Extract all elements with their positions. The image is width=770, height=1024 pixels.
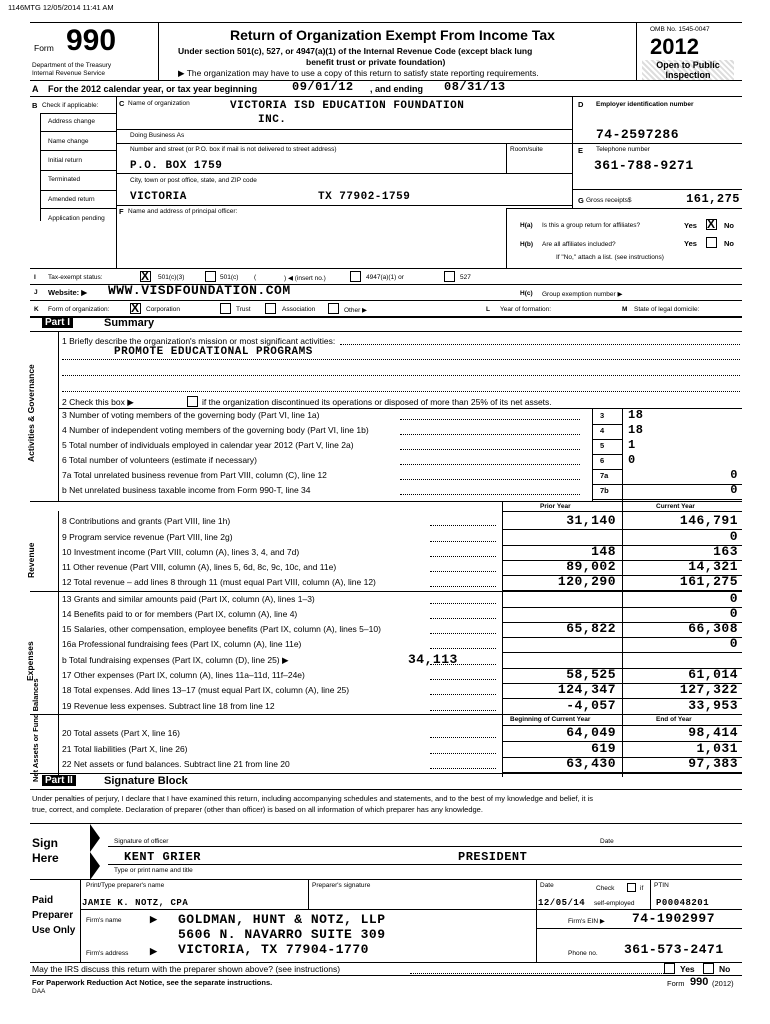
preparer-label: Preparer — [32, 910, 74, 921]
irs: Internal Revenue Service — [32, 70, 105, 77]
gov-line-text: 6 Total number of volunteers (estimate if necessary) — [62, 455, 257, 465]
gov-line-value: 0 — [628, 453, 636, 467]
side-activities: Activities & Governance — [26, 364, 36, 462]
footer-form-year: (2012) — [712, 979, 734, 988]
d-label: D — [578, 100, 584, 109]
tax-year-begin: 09/01/12 — [292, 80, 354, 94]
sign-label: Sign — [32, 836, 58, 850]
section-b-title: Check if applicable: — [42, 102, 99, 109]
ptin-label: PTIN — [654, 882, 669, 889]
m-text: State of legal domicile: — [634, 306, 700, 313]
l-text: Year of formation: — [500, 306, 552, 313]
discuss-text: May the IRS discuss this return with the preparer shown above? (see instructions) — [32, 964, 341, 974]
gov-line-text: b Net unrelated business taxable income from Form 990-T, line 34 — [62, 485, 311, 495]
section-b-label: B — [32, 101, 38, 110]
firm-name-value: GOLDMAN, HUNT & NOTZ, LLP — [178, 912, 386, 927]
net-line-text: 22 Net assets or fund balances. Subtract line 21 from line 20 — [62, 759, 290, 769]
org-name-line2: INC. — [258, 114, 287, 126]
c-label: C — [119, 99, 125, 108]
col-prior-year: Prior Year — [540, 503, 571, 510]
net-line-text: 21 Total liabilities (Part X, line 26) — [62, 744, 188, 754]
exp-current-value: 33,953 — [688, 698, 738, 713]
g-label: G — [578, 196, 584, 205]
firm-phone-label: Phone no. — [568, 950, 598, 957]
insert-no: ) ◀ (insert no.) — [284, 275, 326, 282]
firm-name-arrow: ▶ — [150, 914, 157, 924]
perjury-line-2: true, correct, and complete. Declaration of preparer (other than officer) is based on all information of which preparer has any knowledge. — [32, 805, 483, 814]
print-stamp: 1146MTG 12/05/2014 11:41 AM — [8, 3, 114, 12]
use-only-label: Use Only — [32, 925, 76, 936]
gov-line-value: 1 — [628, 438, 636, 452]
exp-line-text: b Total fundraising expenses (Part IX, column (D), line 25) ▶ — [62, 655, 289, 665]
line1-text: 1 Briefly describe the organization's mission or most significant activities: — [62, 336, 336, 346]
discuss-no: No — [719, 964, 731, 974]
exp-line-text: 17 Other expenses (Part IX, column (A), lines 11a–11d, 11f–24e) — [62, 670, 305, 680]
line-a-label: A — [32, 84, 39, 94]
rev-prior-value: 148 — [591, 544, 616, 559]
hb-no-checkbox[interactable] — [706, 237, 717, 248]
gov-line-number: 5 — [600, 441, 605, 450]
net-prior-value: 619 — [591, 741, 616, 756]
exp-current-value: 0 — [729, 636, 738, 651]
footer-form-label: Form — [667, 979, 685, 988]
c-checkbox[interactable] — [205, 271, 216, 282]
corp-mark: X — [131, 301, 140, 315]
prep-date-label: Date — [540, 882, 554, 889]
form-title: Return of Organization Exempt From Income Tax — [230, 27, 555, 43]
exp-current-value: 127,322 — [679, 682, 738, 697]
col-current-year: Current Year — [656, 503, 695, 510]
officer-sig-label: Signature of officer — [114, 838, 169, 845]
c-label-text: 501(c) — [220, 274, 239, 281]
b-item-amended-return[interactable]: Amended return — [48, 196, 95, 203]
form-label: Form — [34, 43, 54, 53]
mission-value: PROMOTE EDUCATIONAL PROGRAMS — [114, 346, 313, 358]
firm-address-label: Firm's address — [86, 950, 129, 957]
tax-year: 2012 — [650, 34, 699, 59]
net-prior-value: 64,049 — [566, 725, 616, 740]
rev-current-value: 0 — [729, 529, 738, 544]
gov-line-value: 0 — [730, 483, 738, 497]
website-label: Website: ▶ — [48, 288, 87, 297]
sign-arrow-icon — [88, 824, 102, 880]
self-employed-label: self-employed — [594, 900, 635, 907]
phone-value: 361-788-9271 — [594, 158, 694, 173]
col-begin-year: Beginning of Current Year — [510, 716, 591, 723]
subtitle-3: ▶ The organization may have to use a copy of this return to satisfy state reporting requirements. — [178, 68, 539, 78]
a1-label: 4947(a)(1) or — [366, 274, 404, 281]
c3-checkbox[interactable] — [140, 271, 151, 282]
room-label: Room/suite — [510, 146, 543, 153]
street-value: P.O. BOX 1759 — [130, 160, 223, 172]
s527-checkbox[interactable] — [444, 271, 455, 282]
e-label: E — [578, 146, 584, 155]
city-value: VICTORIA — [130, 191, 187, 203]
rev-line-text: 8 Contributions and grants (Part VIII, line 1h) — [62, 516, 231, 526]
rev-prior-value: 120,290 — [557, 574, 616, 589]
part2-title: Signature Block — [104, 775, 188, 787]
department: Department of the Treasury — [32, 62, 112, 69]
prep-date-value: 12/05/14 — [538, 898, 586, 908]
discuss-yes-checkbox[interactable] — [664, 963, 675, 974]
street-label: Number and street (or P.O. box if mail is not delivered to street address) — [130, 146, 337, 153]
firm-address-line-2: VICTORIA, TX 77904-1770 — [178, 942, 369, 957]
firm-name-label: Firm's name — [86, 917, 122, 924]
ha-no-mark: X — [707, 217, 716, 231]
gov-line-number: 7b — [600, 486, 609, 495]
discuss-no-checkbox[interactable] — [703, 963, 714, 974]
exp-current-value: 0 — [729, 606, 738, 621]
other-label: Other ▶ — [344, 307, 368, 314]
b-item-initial-return[interactable]: Initial return — [48, 157, 82, 164]
hb-note: If "No," attach a list. (see instructions) — [556, 254, 664, 261]
open-line-2: Inspection — [665, 70, 711, 80]
col-end-year: End of Year — [656, 716, 692, 723]
exp-line-text: 19 Revenue less expenses. Subtract line 18 from line 12 — [62, 701, 275, 711]
paperwork-notice: For Paperwork Reduction Act Notice, see the separate instructions. — [32, 978, 273, 987]
rev-prior-value: 31,140 — [566, 513, 616, 528]
officer-label: Name and address of principal officer: — [128, 208, 238, 215]
gov-line-text: 4 Number of independent voting members of the governing body (Part VI, line 1b) — [62, 425, 369, 435]
c-paren: ( — [254, 274, 257, 281]
trust-checkbox[interactable] — [220, 303, 231, 314]
firm-address-arrow: ▶ — [150, 946, 157, 956]
trust-label: Trust — [236, 306, 251, 313]
hb-yes: Yes — [684, 239, 697, 248]
officer-date-label: Date — [600, 838, 614, 845]
hb-no: No — [724, 239, 734, 248]
prep-name-label: Print/Type preparer's name — [86, 882, 165, 889]
exp-line-text: 15 Salaries, other compensation, employee benefits (Part IX, column (A), lines 5–10) — [62, 624, 381, 634]
m-label: M — [622, 306, 628, 313]
line-a-text: For the 2012 calendar year, or tax year beginning — [48, 84, 258, 94]
omb-number: OMB No. 1545-0047 — [650, 26, 710, 33]
exp-current-value: 66,308 — [688, 621, 738, 636]
subtitle-2: benefit trust or private foundation) — [306, 57, 446, 67]
discuss-yes: Yes — [680, 964, 695, 974]
exp-prior-value: -4,057 — [566, 698, 616, 713]
part1-title: Summary — [104, 317, 155, 329]
gov-line-text: 5 Total number of individuals employed in calendar year 2012 (Part V, line 2a) — [62, 440, 354, 450]
side-revenue: Revenue — [26, 542, 36, 578]
officer-name[interactable]: KENT GRIER — [124, 850, 202, 864]
exp-line-text: 13 Grants and similar amounts paid (Part IX, column (A), lines 1–3) — [62, 594, 315, 604]
tax-exempt-label: Tax-exempt status: — [48, 274, 103, 281]
rev-current-value: 14,321 — [688, 559, 738, 574]
corp-label: Corporation — [146, 306, 180, 313]
hc-label: H(c) — [520, 290, 533, 297]
tax-year-end: 08/31/13 — [444, 80, 506, 94]
gov-line-number: 6 — [600, 456, 605, 465]
a1-checkbox[interactable] — [350, 271, 361, 282]
if-label: if — [640, 885, 644, 892]
line2-text-b: if the organization discontinued its operations or disposed of more than 25% of its net assets. — [202, 397, 552, 407]
line2-text: 2 Check this box ▶ — [62, 397, 134, 407]
l-label: L — [486, 306, 490, 313]
part1-tag: Part I — [42, 317, 73, 328]
line-i-label: I — [34, 274, 36, 281]
gross-receipts-value: 161,275 — [686, 192, 740, 206]
ha-no: No — [724, 221, 734, 230]
rev-line-text: 11 Other revenue (Part VIII, column (A), lines 5, 6d, 8c, 9c, 10c, and 11e) — [62, 562, 337, 572]
firm-ein-label: Firm's EIN ▶ — [568, 918, 605, 925]
paid-label: Paid — [32, 895, 54, 906]
city-label: City, town or post office, state, and ZIP code — [130, 177, 257, 184]
rev-line-text: 9 Program service revenue (Part VIII, line 2g) — [62, 532, 233, 542]
line-j-label: J — [34, 289, 38, 296]
net-current-value: 97,383 — [688, 756, 738, 771]
rev-prior-value: 89,002 — [566, 559, 616, 574]
s527-label: 527 — [460, 274, 471, 281]
ha-yes: Yes — [684, 221, 697, 230]
state-zip-value: TX 77902-1759 — [318, 191, 411, 203]
here-label: Here — [32, 851, 59, 865]
other-checkbox[interactable] — [328, 303, 339, 314]
ptin-value: P00048201 — [656, 898, 710, 908]
ha-label: H(a) — [520, 222, 533, 229]
exp-line-text: 18 Total expenses. Add lines 13–17 (must equal Part IX, column (A), line 25) — [62, 685, 350, 695]
gov-line-value: 18 — [628, 423, 644, 437]
type-name-label: Type or print name and title — [114, 867, 193, 874]
ein-label: Employer identification number — [596, 101, 694, 108]
exp-prior-value: 124,347 — [557, 682, 616, 697]
exp-line-text: 16a Professional fundraising fees (Part IX, column (A), line 11e) — [62, 639, 302, 649]
gov-line-number: 3 — [600, 411, 605, 420]
exp-current-value: 0 — [729, 591, 738, 606]
b-item-name-change[interactable]: Name change — [48, 138, 89, 145]
self-employed-checkbox[interactable] — [627, 883, 636, 892]
net-prior-value: 63,430 — [566, 756, 616, 771]
subtitle-1: Under section 501(c), 527, or 4947(a)(1) of the Internal Revenue Code (except black lung — [178, 46, 533, 56]
net-current-value: 98,414 — [688, 725, 738, 740]
line2-checkbox[interactable] — [187, 396, 198, 407]
part2-tag: Part II — [42, 775, 76, 786]
prep-name-value: JAMIE K. NOTZ, CPA — [82, 898, 189, 908]
firm-address-line-1: 5606 N. NAVARRO SUITE 309 — [178, 927, 386, 942]
c3-mark: X — [141, 269, 150, 283]
gov-line-number: 7a — [600, 471, 609, 480]
exp-prior-value: 58,525 — [566, 667, 616, 682]
form-number: 990 — [66, 24, 117, 57]
line-a-mid: , and ending — [370, 84, 423, 94]
gov-line-text: 7a Total unrelated business revenue from Part VIII, column (C), line 12 — [62, 470, 327, 480]
assoc-checkbox[interactable] — [265, 303, 276, 314]
corp-checkbox[interactable] — [130, 303, 141, 314]
rev-line-text: 12 Total revenue – add lines 8 through 11 (must equal Part VIII, column (A), line 12) — [62, 577, 376, 587]
b-item-terminated[interactable]: Terminated — [48, 176, 81, 183]
assoc-label: Association — [282, 306, 316, 313]
website-value[interactable]: WWW.VISDFOUNDATION.COM — [108, 283, 291, 298]
side-net-assets: Net Assets or Fund Balances — [31, 678, 40, 782]
fundraising-total: 34,113 — [408, 652, 458, 667]
firm-ein-value: 74-1902997 — [632, 911, 716, 926]
gov-line-number: 4 — [600, 426, 605, 435]
gross-receipts-label: Gross receipts$ — [586, 197, 632, 204]
gov-line-text: 3 Number of voting members of the governing body (Part VI, line 1a) — [62, 410, 320, 420]
net-current-value: 1,031 — [696, 741, 738, 756]
b-item-address-change[interactable]: Address change — [48, 118, 95, 125]
prep-sig-label: Preparer's signature — [312, 882, 371, 889]
footer-form-number: 990 — [690, 976, 709, 988]
line-k-label: K — [34, 306, 39, 313]
rev-current-value: 146,791 — [679, 513, 738, 528]
exp-prior-value: 65,822 — [566, 621, 616, 636]
open-to-public-badge — [642, 60, 734, 80]
exp-current-value: 61,014 — [688, 667, 738, 682]
hb-text: Are all affiliates included? — [542, 241, 616, 248]
org-name-label: Name of organization — [128, 100, 190, 107]
rev-current-value: 163 — [713, 544, 738, 559]
gov-line-value: 0 — [730, 468, 738, 482]
b-item-application-pending[interactable]: Application pending — [48, 215, 105, 222]
dba-label: Doing Business As — [130, 132, 185, 139]
hc-text: Group exemption number ▶ — [542, 291, 623, 298]
hb-label: H(b) — [520, 241, 533, 248]
gov-line-value: 18 — [628, 408, 644, 422]
ha-no-checkbox[interactable] — [706, 219, 717, 230]
exp-line-text: 14 Benefits paid to or for members (Part IX, column (A), line 4) — [62, 609, 298, 619]
phone-label: Telephone number — [596, 146, 650, 153]
side-expenses: Expenses — [25, 641, 35, 681]
c3-label: 501(c)(3) — [158, 274, 185, 281]
f-label: F — [119, 207, 124, 216]
form-of-org-label: Form of organization: — [48, 306, 110, 313]
officer-title[interactable]: PRESIDENT — [458, 850, 528, 864]
org-name-line1: VICTORIA ISD EDUCATION FOUNDATION — [230, 100, 465, 112]
ein-value: 74-2597286 — [596, 127, 680, 142]
open-line-1: Open to Public — [656, 60, 720, 70]
ha-text: Is this a group return for affiliates? — [542, 222, 641, 229]
check-label: Check — [596, 885, 615, 892]
rev-current-value: 161,275 — [679, 574, 738, 589]
daa-label: DAA — [32, 988, 46, 995]
firm-phone-value: 361-573-2471 — [624, 942, 724, 957]
rev-line-text: 10 Investment income (Part VIII, column (A), lines 3, 4, and 7d) — [62, 547, 300, 557]
perjury-line-1: Under penalties of perjury, I declare that I have examined this return, including accompanying schedules and statements, and to the best of my knowledge and belief, it is — [32, 794, 594, 803]
net-line-text: 20 Total assets (Part X, line 16) — [62, 728, 180, 738]
